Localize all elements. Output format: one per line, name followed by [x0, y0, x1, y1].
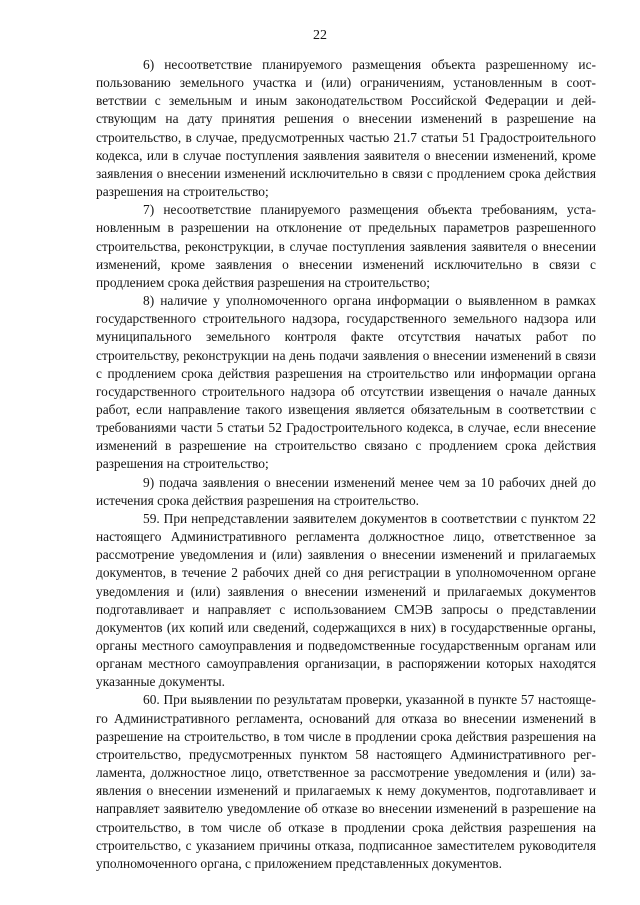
paragraph-item-6: 6) несоответствие планируемого размещения объекта разрешенному использованию земельного участка и (или) ограничениям, установленным в соответствии с земельным и иным законодательством Российской Федерации и действующим на дату принятия решения о внесении изменений в разрешение на строительство, в случае, предусмотренных частью 21.7 статьи 51 Градостроительного кодекса, или в случае поступления заявления заявителя о внесении изменений, кроме заявления о внесении изменений исключительно в связи с продлением срока действия разрешения на строительство; — [96, 57, 596, 200]
page-number: 22 — [313, 28, 327, 43]
paragraph-clause-60: 60. При выявлении по результатам проверки, указанной в пункте 57 настоящего Административного регламента, оснований для отказа во внесении изменений в разрешение на строительство, в том числе в продлении срока действия разрешения на строительство, предусмотренных пунктом 58 настоящего Административного регламента, должностное лицо, ответственное за рассмотрение уведомления и (или) заявления о внесении изменений и прилагаемых к нему документов, подготавливает и направляет заявителю уведомление об отказе во внесении изменений в разрешение на строительство, в том числе об отказе в продлении срока действия разрешения на строительство, с указанием причины отказа, подписанное заместителем руководителя уполномоченного органа, с приложением представленных документов. — [96, 692, 596, 871]
paragraph-clause-59: 59. При непредставлении заявителем документов в соответствии с пунктом 22 настоящего Административного регламента должностное лицо, ответственное за рассмотрение уведомления и (или) заявления о внесении изменений и прилагаемых документов, в течение 2 рабочих дней со дня регистрации в уполномоченном органе уведомления и (или) заявления о внесении изменений и прилагаемых документов подготавливает и направляет с использованием СМЭВ запросы о представлении документов (их копий или сведений, содержащихся в них) в государственные органы, органы местного самоуправления и подведомственные государственным органам или органам местного самоуправления организации, в распоряжении которых находятся указанные документы. — [96, 510, 596, 690]
document-body — [96, 56, 596, 873]
paragraph-item-9: 9) подача заявления о внесении изменений менее чем за 10 рабочих дней до истечения срока действия разрешения на строительство. — [96, 474, 596, 508]
paragraph-item-7: 7) несоответствие планируемого размещения объекта требованиям, установленным в разрешении на отклонение от предельных параметров разрешенного строительства, реконструкции, в случае поступления заявления заявителя о внесении изменений, кроме заявления о внесении изменений исключительно в связи с продлением срока действия разрешения на строительство; — [96, 202, 596, 290]
paragraph-item-8: 8) наличие у уполномоченного органа информации о выявленном в рамках государственного строительного надзора, государственного земельного надзора или муниципального земельного контроля факте отсутствия начатых работ по строительству, реконструкции на день подачи заявления о внесении изменений в связи с продлением срока действия разрешения на строительство или информации органа государственного строительного надзора об отсутствии извещения о начале данных работ, если направление такого извещения является обязательным в соответствии с требованиями части 5 статьи 52 Градостроительного кодекса, в случае, если внесение изменений в разрешение на строительство связано с продлением срока действия разрешения на строительство; — [96, 293, 596, 472]
